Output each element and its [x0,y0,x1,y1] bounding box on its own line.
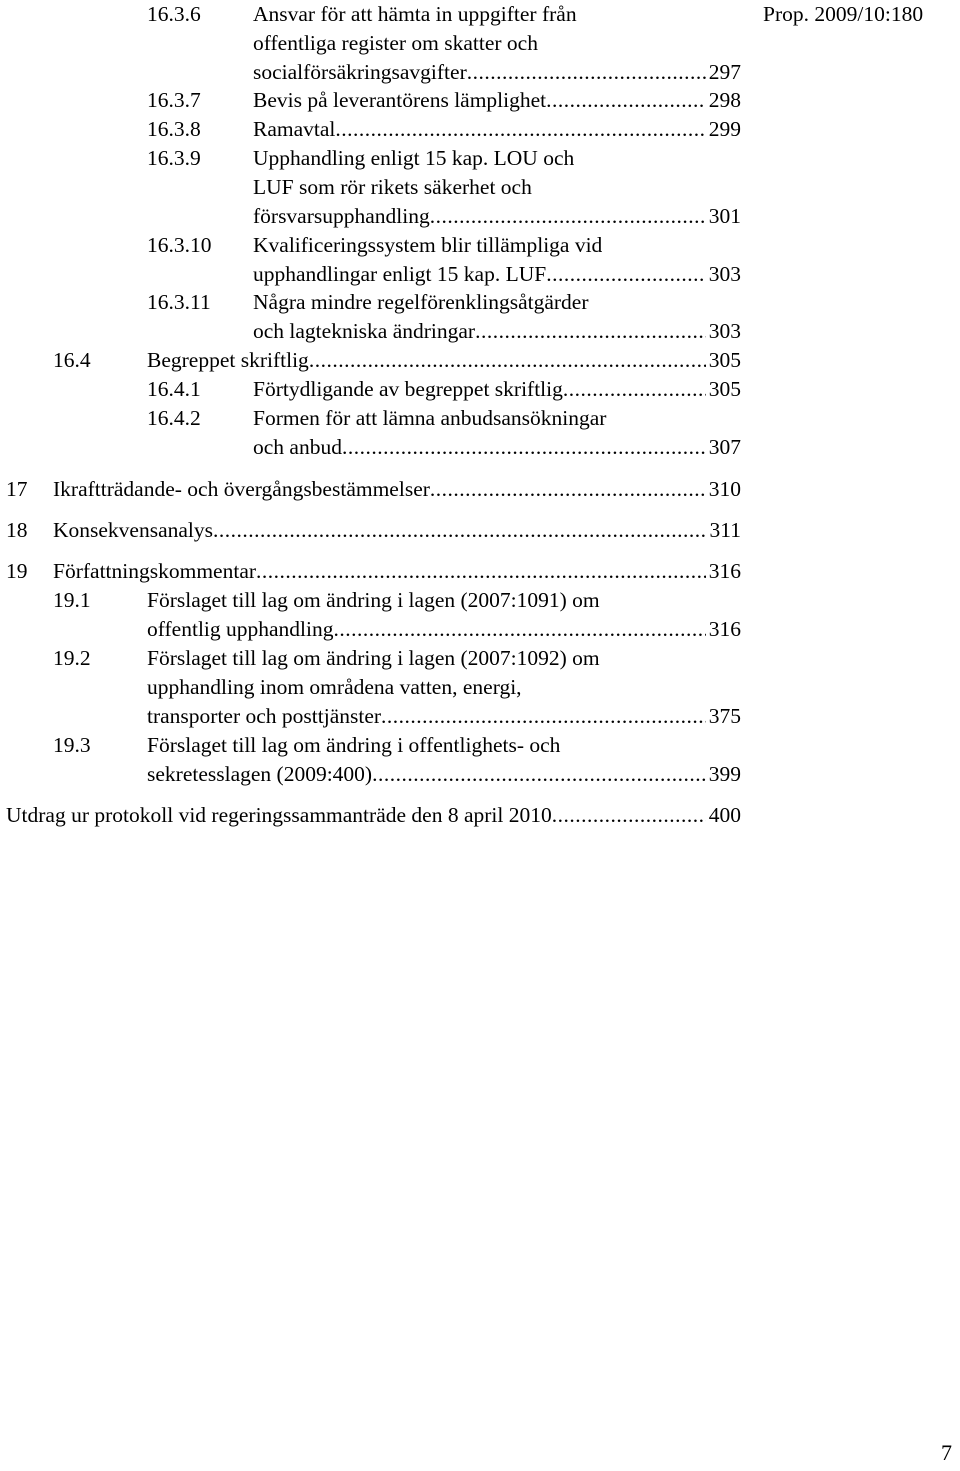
dot-leader [372,761,706,787]
dot-leader [475,318,706,344]
dot-leader [381,703,706,729]
toc-title-line: försvarsupphandling [253,204,430,228]
toc-page: 303 [708,262,741,286]
toc-page: 399 [708,762,741,786]
dot-leader [563,376,706,402]
toc-number: 16.3.6 [147,2,201,26]
toc-number: 16.4 [53,348,91,372]
page-number: 7 [941,1440,952,1465]
toc-page: 298 [708,88,741,112]
toc-page: 316 [708,617,741,641]
toc-title-line: Begreppet skriftlig [147,348,309,372]
toc-number: 17 [6,477,28,501]
dot-leader [334,616,706,642]
toc-title-line: Ansvar för att hämta in uppgifter från [253,2,577,26]
header-reference: Prop. 2009/10:180 [763,2,924,26]
toc-title-line: Formen för att lämna anbudsansökningar [253,406,607,430]
toc-page: 400 [708,803,741,827]
toc-title-line: Några mindre regelförenklingsåtgärder [253,290,589,314]
dot-leader [335,116,705,142]
toc-title-line: Författningskommentar [53,559,257,583]
toc-title-line: offentlig upphandling [147,617,334,641]
toc-title-line: och anbud [253,435,342,459]
dot-leader [546,261,706,287]
toc-number: 16.3.9 [147,146,201,170]
toc-title-line: upphandling inom områdena vatten, energi, [147,675,522,699]
toc-title-line: Kvalificeringssystem blir tillämpliga vid [253,233,603,257]
toc-title-line: Konsekvensanalys [53,518,214,542]
toc-page: 297 [708,60,741,84]
toc-page: 301 [708,204,741,228]
toc-number: 16.3.10 [147,233,212,257]
toc-title-line: Bevis på leverantörens lämplighet [253,88,547,112]
toc-title-line: offentliga register om skatter och [253,31,538,55]
toc-title-line: Utdrag ur protokoll vid regeringssammanträde den 8 april 2010 [6,803,552,827]
toc-page: 311 [709,518,741,542]
toc-number: 19.3 [53,733,91,757]
toc-page: 307 [708,435,741,459]
toc-number: 16.4.2 [147,406,201,430]
toc-number: 19.1 [53,588,91,612]
dot-leader [430,476,706,502]
dot-leader [467,59,706,85]
dot-leader [342,434,706,460]
dot-leader [430,203,706,229]
toc-title-line: Förslaget till lag om ändring i offentlighets- och [147,733,561,757]
toc-number: 16.3.11 [147,290,211,314]
toc-number: 16.4.1 [147,377,201,401]
dot-leader [552,802,706,828]
toc-title-line: Ikraftträdande- och övergångsbestämmelser [53,477,430,501]
toc-title-line: LUF som rör rikets säkerhet och [253,175,532,199]
toc-title-line: upphandlingar enligt 15 kap. LUF [253,262,547,286]
toc-number: 16.3.7 [147,88,201,112]
toc-title-line: transporter och posttjänster [147,704,382,728]
dot-leader [546,87,706,113]
dot-leader [309,347,706,373]
toc-page: 305 [708,348,741,372]
toc-page: 303 [708,319,741,343]
toc-title-line: Förslaget till lag om ändring i lagen (2007:1091) om [147,588,600,612]
toc-title-line: Ramavtal [253,117,336,141]
toc-title-line: Förtydligande av begreppet skriftlig [253,377,563,401]
toc-page: 375 [708,704,741,728]
toc-number: 19 [6,559,28,583]
toc-title-line: Upphandling enligt 15 kap. LOU och [253,146,575,170]
dot-leader [256,558,706,584]
toc-page: 310 [708,477,741,501]
toc-title-line: och lagtekniska ändringar [253,319,476,343]
toc-number: 18 [6,518,28,542]
toc-number: 16.3.8 [147,117,201,141]
toc-page: 305 [708,377,741,401]
toc-title-line: socialförsäkringsavgifter [253,60,467,84]
toc-title-line: Förslaget till lag om ändring i lagen (2007:1092) om [147,646,600,670]
dot-leader [213,517,707,543]
toc-number: 19.2 [53,646,91,670]
toc-page: 299 [708,117,741,141]
toc-title-line: sekretesslagen (2009:400) [147,762,373,786]
toc-page: 316 [708,559,741,583]
